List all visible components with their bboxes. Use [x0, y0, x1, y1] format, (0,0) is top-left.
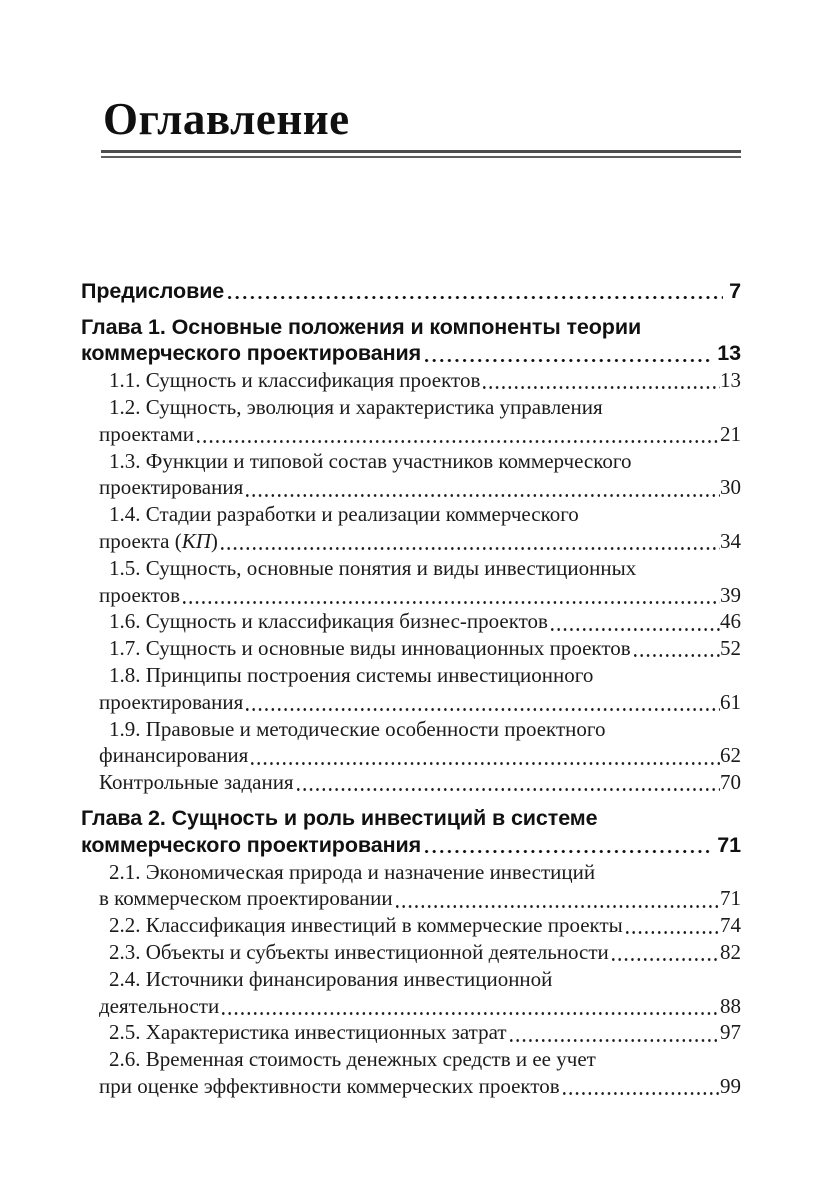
toc-entry-text: 2.3. Объекты и субъекты инвестиционной деятельности [109, 939, 609, 964]
toc-entry-text: 1.8. Принципы построения системы инвестиционного [109, 662, 594, 687]
toc-entry [81, 394, 741, 448]
dot-leader [246, 689, 720, 716]
toc-entry-text: проекта (КП) [99, 528, 218, 553]
dot-leader [222, 993, 720, 1020]
toc-entry [81, 662, 741, 716]
toc-entry-line [81, 966, 741, 993]
toc-entry-line-with-page [81, 421, 741, 448]
dot-leader [510, 1019, 720, 1046]
dot-leader [425, 340, 711, 367]
page-number: 70 [720, 770, 741, 795]
toc-entry-line [81, 716, 741, 743]
dot-leader [612, 939, 720, 966]
toc-entry-text: в коммерческом проектировании [99, 886, 393, 911]
toc-entry-line [81, 394, 741, 421]
toc-entry [81, 769, 741, 796]
toc-entry-line-with-page [81, 689, 741, 716]
toc-entry [81, 939, 741, 966]
page-number: 52 [720, 636, 741, 661]
toc-entry-line [81, 314, 741, 341]
dot-leader [183, 582, 720, 609]
toc-entry-text: Глава 2. Сущность и роль инвестиций в системе [81, 805, 598, 830]
page-number: 7 [729, 278, 741, 303]
toc-entry-line-with-page [81, 474, 741, 501]
toc-entry-text: деятельности [99, 993, 220, 1018]
toc-entry-text: Контрольные задания [99, 770, 294, 795]
toc-entry-text: проектами [99, 421, 195, 446]
toc-entry-line-with-page [81, 528, 741, 555]
toc-entry-text: 1.7. Сущность и основные виды инновационных проектов [109, 636, 631, 661]
toc-entry-text: 1.3. Функции и типовой состав участников коммерческого [109, 448, 632, 473]
toc-entry-line [81, 555, 741, 582]
toc-entry-line-with-page [81, 912, 741, 939]
toc-entry-text: проектирования [99, 475, 244, 500]
toc-entry [81, 1046, 741, 1100]
toc-entry-line-with-page [81, 993, 741, 1020]
toc-entry-text: 1.1. Сущность и классификация проектов [109, 368, 481, 393]
emphasized-text: КП [181, 528, 211, 553]
toc-entry-line-with-page [81, 742, 741, 769]
toc-entry-text: 2.2. Классификация инвестиций в коммерческие проекты [109, 913, 623, 938]
page-number: 34 [720, 528, 741, 553]
toc-entry-line [81, 448, 741, 475]
toc-entry-line-with-page [81, 832, 741, 859]
toc-entry [81, 278, 741, 305]
toc-entry [81, 966, 741, 1020]
toc-entry-line-with-page [81, 769, 741, 796]
toc-entry-text: 1.2. Сущность, эволюция и характеристика управления [109, 394, 603, 419]
toc-entry [81, 1019, 741, 1046]
toc-entry [81, 912, 741, 939]
toc-entry-text: финансирования [99, 743, 249, 768]
page-number: 30 [720, 475, 741, 500]
toc-entry-line-with-page [81, 939, 741, 966]
page-number: 21 [720, 421, 741, 446]
dot-leader [221, 528, 720, 555]
dot-leader [197, 421, 720, 448]
dot-leader [634, 635, 720, 662]
toc-entry [81, 805, 741, 859]
dot-leader [551, 608, 720, 635]
toc-entry-text: 1.5. Сущность, основные понятия и виды инвестиционных [109, 555, 637, 580]
toc-entry-line-with-page [81, 582, 741, 609]
page-title: Оглавление [103, 94, 350, 144]
dot-leader [297, 769, 720, 796]
dot-leader [228, 278, 723, 305]
toc-entry-text: 1.6. Сущность и классификация бизнес-проектов [109, 609, 548, 634]
toc-entry-text: Предисловие [81, 278, 225, 303]
toc-entry-text: коммерческого проектирования [81, 832, 422, 857]
dot-leader [251, 742, 720, 769]
toc-entry-text: 2.6. Временная стоимость денежных средств и ее учет [109, 1047, 596, 1072]
toc-entry-text: Глава 1. Основные положения и компоненты теории [81, 314, 642, 339]
toc-entry-line [81, 662, 741, 689]
dot-leader [425, 832, 711, 859]
toc-entry-line [81, 805, 741, 832]
dot-leader [626, 912, 720, 939]
toc-entry-line-with-page [81, 278, 741, 305]
page-number: 74 [720, 913, 741, 938]
toc-entry-text: коммерческого проектирования [81, 341, 422, 366]
toc-entry [81, 555, 741, 609]
toc-entry [81, 501, 741, 555]
page-number: 13 [720, 368, 741, 393]
toc-entry-line-with-page [81, 635, 741, 662]
toc-entry [81, 635, 741, 662]
dot-leader [246, 474, 720, 501]
toc-entry [81, 608, 741, 635]
toc-entry [81, 314, 741, 368]
toc-entry-line-with-page [81, 367, 741, 394]
dot-leader [563, 1073, 720, 1100]
page-number: 99 [720, 1073, 741, 1098]
title-double-rule [101, 150, 741, 158]
toc-entry-line-with-page [81, 608, 741, 635]
page-number: 71 [720, 886, 741, 911]
toc-entry-line [81, 1046, 741, 1073]
page-number: 39 [720, 582, 741, 607]
toc-entry [81, 367, 741, 394]
toc-entry-line [81, 859, 741, 886]
toc-entry-line-with-page [81, 1019, 741, 1046]
page-number: 13 [717, 341, 741, 366]
toc-entry [81, 859, 741, 913]
toc-entry [81, 448, 741, 502]
page-number: 46 [720, 609, 741, 634]
dot-leader [396, 885, 720, 912]
toc-entry-line-with-page [81, 1073, 741, 1100]
toc-entry-text: 2.1. Экономическая природа и назначение инвестиций [109, 859, 596, 884]
page-number: 82 [720, 939, 741, 964]
page-number: 62 [720, 743, 741, 768]
toc-entry [81, 716, 741, 770]
page-number: 88 [720, 993, 741, 1018]
table-of-contents [81, 278, 741, 1100]
toc-entry-text: проектов [99, 582, 181, 607]
toc-entry-line-with-page [81, 340, 741, 367]
toc-entry-text: при оценке эффективности коммерческих проектов [99, 1073, 560, 1098]
toc-entry-text: 2.4. Источники финансирования инвестиционной [109, 966, 553, 991]
toc-entry-text: 1.9. Правовые и методические особенности проектного [109, 716, 606, 741]
toc-entry-text: проектирования [99, 689, 244, 714]
toc-entry-text: 2.5. Характеристика инвестиционных затрат [109, 1020, 507, 1045]
toc-entry-text: 1.4. Стадии разработки и реализации коммерческого [109, 502, 579, 527]
page-number: 97 [720, 1020, 741, 1045]
dot-leader [483, 367, 720, 394]
toc-entry-line [81, 501, 741, 528]
page-number: 61 [720, 689, 741, 714]
page-number: 71 [717, 832, 741, 857]
toc-entry-line-with-page [81, 885, 741, 912]
